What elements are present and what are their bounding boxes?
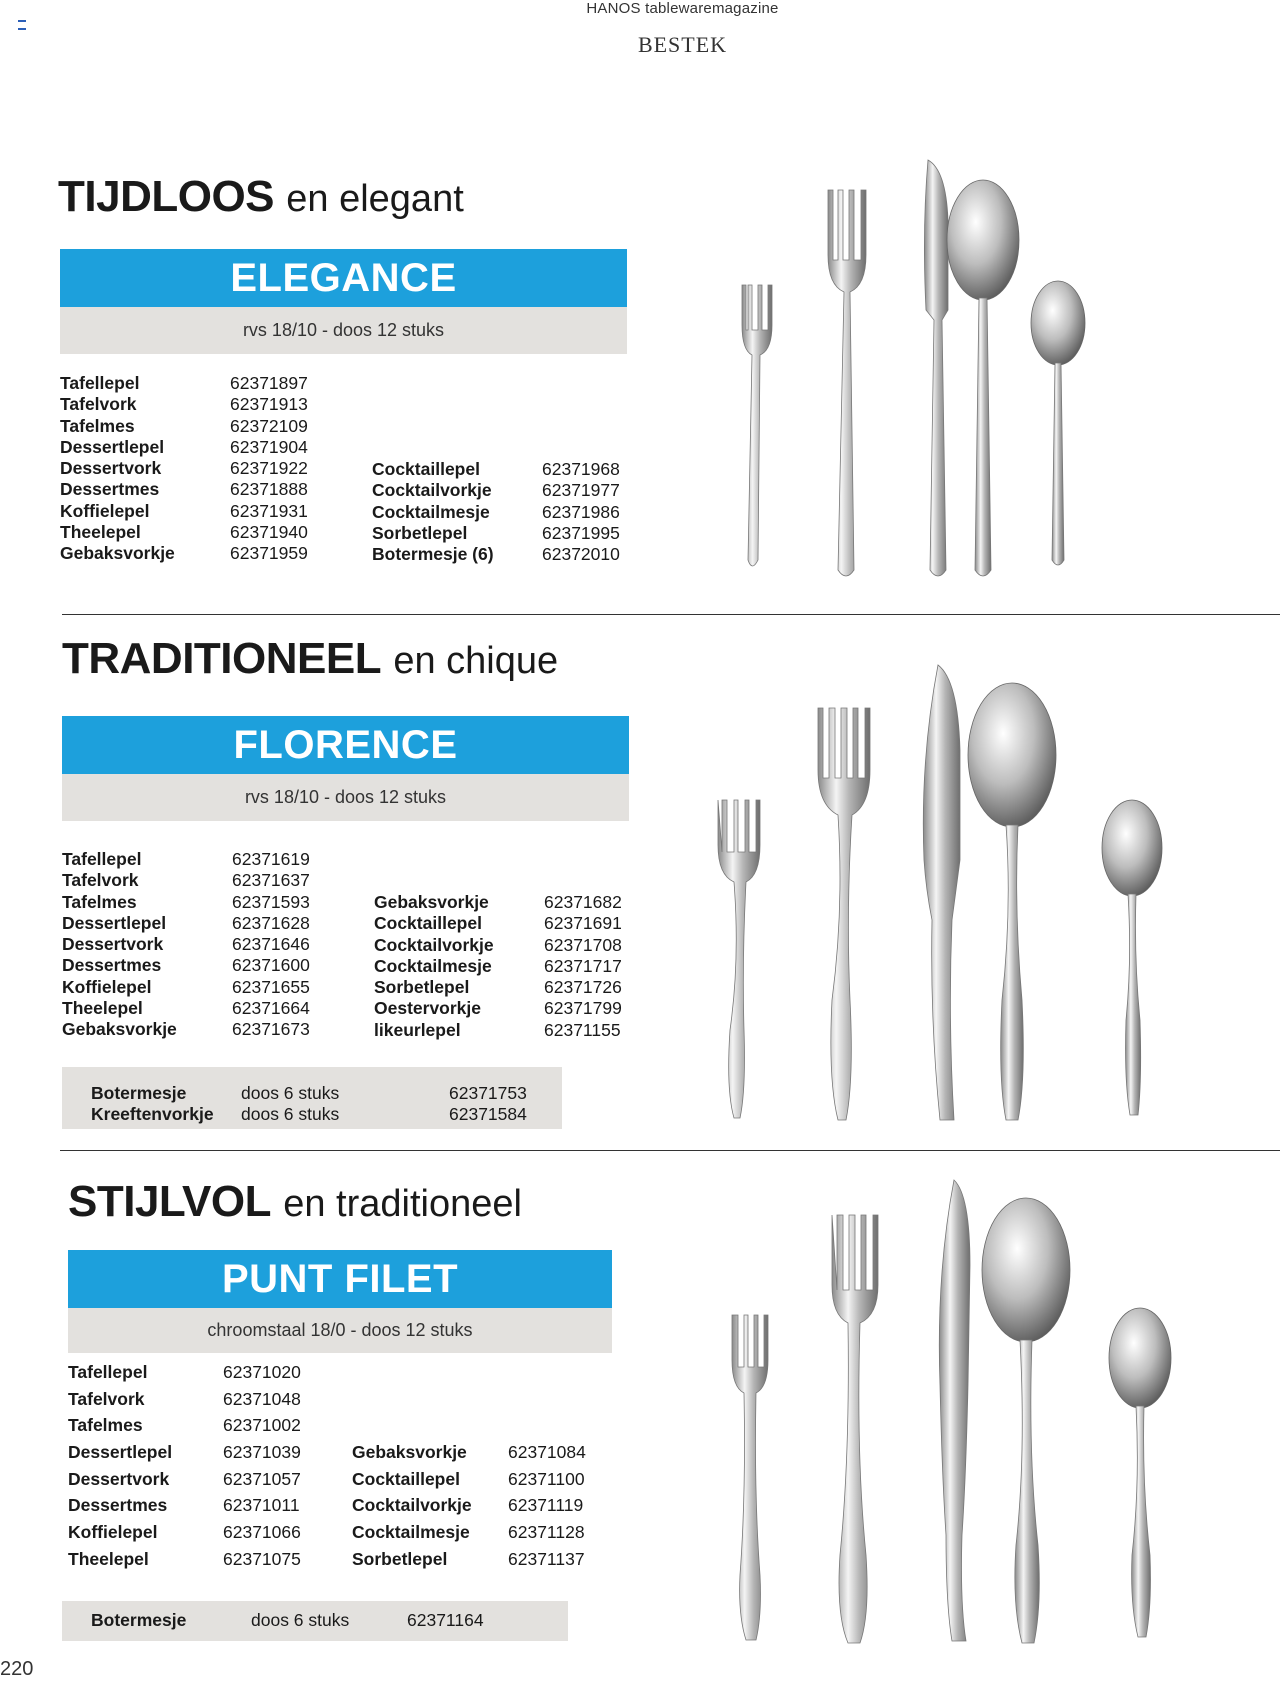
pastry-fork-icon	[742, 285, 772, 566]
list-item: Cocktaillepel 62371100	[352, 1468, 585, 1489]
list-item: likeurlepel 62371155	[374, 1019, 621, 1040]
list-item: Gebaksvorkje 62371682	[374, 892, 622, 912]
list-item: Theelepel 62371940	[60, 522, 308, 543]
headline-light: en chique	[393, 640, 559, 682]
list-item: Cocktailvorkje 62371977	[372, 480, 620, 501]
list-item: Cocktailvorkje 62371119	[352, 1495, 584, 1516]
table-spoon-icon	[947, 180, 1019, 576]
list-item: Dessertvork 62371057	[68, 1468, 301, 1489]
headline-bold: TRADITIONEEL	[62, 634, 382, 683]
item-list-left	[68, 1359, 318, 1573]
headline-elegance	[58, 172, 464, 222]
list-item: Sorbetlepel 62371726	[374, 977, 622, 998]
list-item: Koffielepel 62371066	[68, 1522, 301, 1543]
table-fork-icon	[828, 190, 866, 576]
list-item: Gebaksvorkje 62371673	[62, 1019, 310, 1040]
extra-items-box	[62, 1067, 562, 1129]
list-item: Kreeftenvorkje doos 6 stuks 62371584	[91, 1104, 527, 1125]
product-name-bar: FLORENCE	[62, 716, 629, 774]
list-item: Cocktailvorkje 62371708	[374, 934, 622, 955]
list-item: Sorbetlepel 62371137	[352, 1548, 585, 1569]
teaspoon-icon	[1031, 281, 1085, 565]
list-item: Koffielepel 62371931	[60, 500, 308, 521]
list-item: Dessertmes 62371011	[68, 1495, 300, 1516]
headline-bold: TIJDLOOS	[58, 172, 275, 221]
section-divider	[62, 614, 1280, 615]
section-label: BESTEK	[637, 32, 728, 57]
item-list-right	[372, 459, 632, 565]
table-spoon-icon	[982, 1198, 1070, 1643]
list-item: Theelepel 62371664	[62, 998, 310, 1019]
list-item: Gebaksvorkje 62371084	[352, 1442, 586, 1462]
table-knife-icon	[924, 160, 948, 576]
list-item: Botermesje doos 6 stuks 62371164	[91, 1610, 484, 1630]
list-item: Dessertmes 62371600	[62, 955, 310, 976]
pastry-fork-icon	[718, 800, 760, 1118]
page-number: 220	[0, 1658, 34, 1680]
list-item: Cocktailmesje 62371128	[352, 1522, 585, 1543]
table-knife-icon	[939, 1180, 970, 1641]
headline-florence	[62, 634, 558, 684]
list-item: Sorbetlepel 62371995	[372, 522, 620, 543]
florence-cutlery-image	[700, 660, 1200, 1130]
list-item: Dessertlepel 62371904	[60, 436, 308, 457]
list-item: Tafelvork 62371637	[62, 870, 310, 891]
list-item: Tafelmes 62371593	[62, 891, 310, 912]
menu-icon[interactable]	[18, 20, 26, 30]
list-item: Tafelvork 62371048	[68, 1388, 301, 1409]
product-name-bar: ELEGANCE	[60, 249, 627, 307]
table-fork-icon	[832, 1215, 878, 1643]
list-item: Cocktaillepel 62371691	[374, 913, 622, 934]
headline-light: en traditioneel	[283, 1183, 522, 1225]
spec-bar: chroomstaal 18/0 - doos 12 stuks	[68, 1308, 612, 1353]
headline-light: en elegant	[286, 178, 464, 220]
list-item: Tafellepel 62371897	[60, 373, 308, 393]
extra-items-box	[62, 1601, 568, 1641]
teaspoon-icon	[1109, 1308, 1171, 1637]
list-item: Tafellepel 62371619	[62, 849, 310, 869]
magazine-title: HANOS tablewaremagazine	[586, 0, 779, 17]
table-fork-icon	[818, 708, 870, 1120]
list-item: Dessertlepel 62371039	[68, 1442, 301, 1463]
list-item: Koffielepel 62371655	[62, 976, 310, 997]
list-item: Dessertvork 62371922	[60, 458, 308, 479]
table-knife-icon	[923, 665, 960, 1120]
item-list-left	[60, 373, 310, 565]
list-item: Tafellepel 62371020	[68, 1362, 301, 1382]
item-list-right	[352, 1439, 612, 1572]
item-list-right	[374, 892, 634, 1041]
elegance-cutlery-image	[700, 150, 1200, 580]
product-name-bar: PUNT FILET	[68, 1250, 612, 1308]
list-item: Dessertmes 62371888	[60, 479, 308, 500]
list-item: Dessertvork 62371646	[62, 934, 310, 955]
table-spoon-icon	[968, 683, 1056, 1120]
section-divider	[60, 1150, 1280, 1151]
item-list-left	[62, 849, 312, 1041]
headline-bold: STIJLVOL	[68, 1177, 271, 1226]
list-item: Dessertlepel 62371628	[62, 912, 310, 933]
list-item: Oestervorkje 62371799	[374, 998, 622, 1019]
teaspoon-icon	[1102, 800, 1162, 1115]
list-item: Cocktaillepel 62371968	[372, 459, 620, 479]
spec-bar: rvs 18/10 - doos 12 stuks	[62, 774, 629, 821]
list-item: Tafelmes 62372109	[60, 415, 308, 436]
list-item: Cocktailmesje 62371986	[372, 501, 620, 522]
list-item: Gebaksvorkje 62371959	[60, 543, 308, 564]
list-item: Tafelmes 62371002	[68, 1415, 301, 1436]
list-item: Tafelvork 62371913	[60, 394, 308, 415]
list-item: Botermesje (6) 62372010	[372, 544, 620, 565]
pastry-fork-icon	[732, 1315, 768, 1640]
list-item: Theelepel 62371075	[68, 1548, 301, 1569]
punt-filet-cutlery-image	[700, 1175, 1200, 1650]
spec-bar: rvs 18/10 - doos 12 stuks	[60, 307, 627, 354]
list-item: Botermesje doos 6 stuks 62371753	[91, 1083, 527, 1103]
list-item: Cocktailmesje 62371717	[374, 955, 622, 976]
headline-punt-filet	[68, 1177, 522, 1227]
